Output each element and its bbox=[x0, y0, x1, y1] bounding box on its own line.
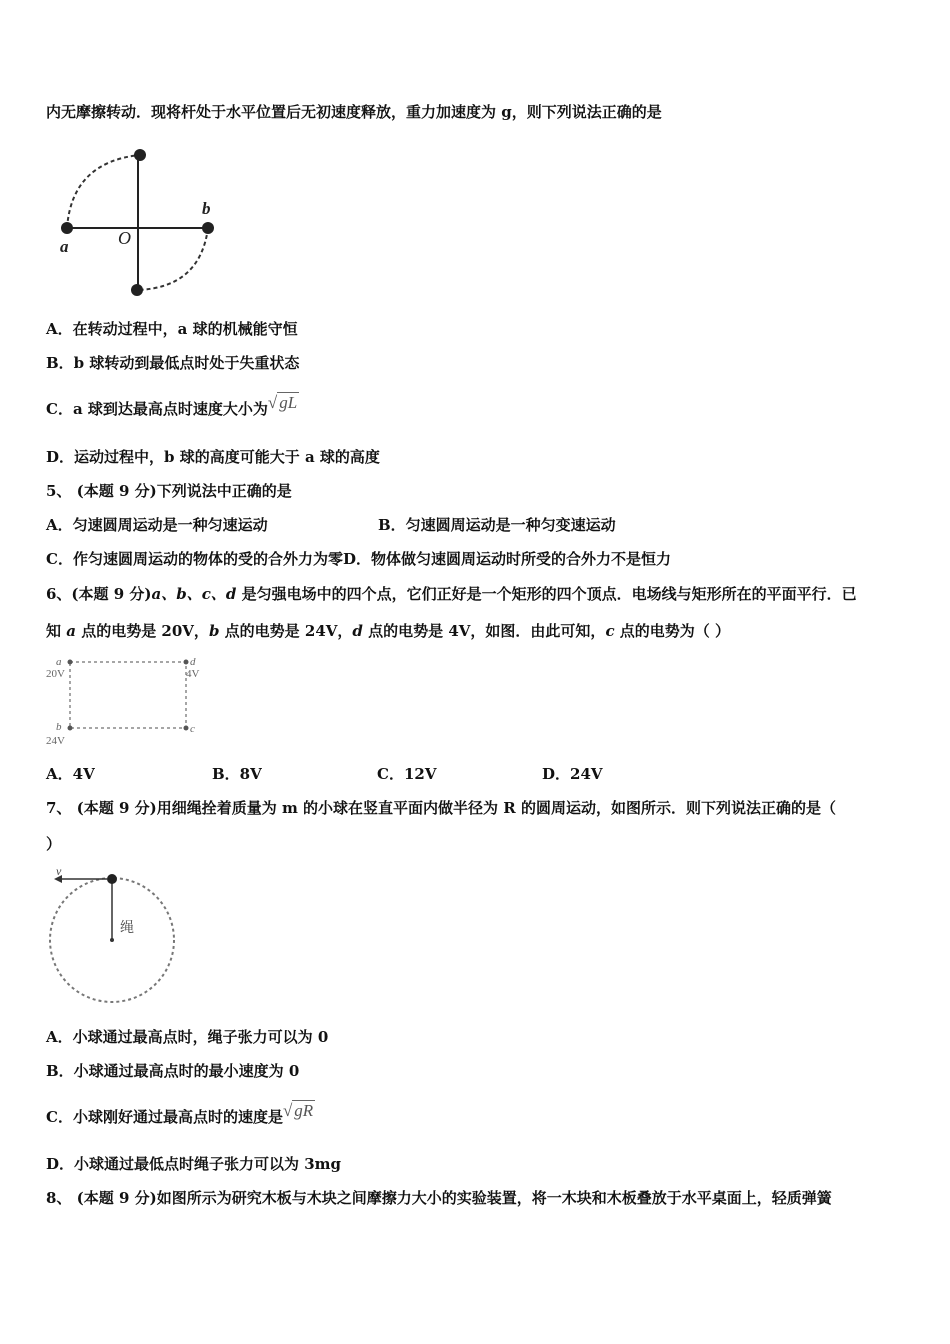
label-rope: 绳 bbox=[120, 920, 134, 936]
q4-option-d: D．运动过程中，b 球的高度可能大于 a 球的高度 bbox=[46, 448, 380, 466]
q5-option-a: A．匀速圆周运动是一种匀速运动 bbox=[46, 516, 268, 534]
ball-top bbox=[134, 149, 146, 161]
ball-bottom bbox=[131, 284, 143, 296]
q4-option-a: A．在转动过程中，a 球的机械能守恒 bbox=[46, 320, 298, 338]
q6-line1-rest: 是匀强电场中的四个点，它们正好是一个矩形的四个顶点．电场线与矩形所在的平面平行．已 bbox=[236, 585, 857, 603]
label-d-voltage: 4V bbox=[186, 668, 200, 680]
q6-option-c: C．12V bbox=[377, 765, 437, 783]
q6-option-b: B．8V bbox=[212, 765, 262, 783]
q7-option-c-text: C．小球刚好通过最高点时的速度是 bbox=[46, 1108, 283, 1126]
ball bbox=[107, 874, 117, 884]
q7-title: 7、 (本题 9 分)用细绳拴着质量为 m 的小球在竖直平面内做半径为 R 的圆周运动，如图所示．则下列说法正确的是（ bbox=[46, 799, 836, 817]
q7-option-c bbox=[46, 1101, 315, 1127]
q7-title-cont: ） bbox=[46, 835, 62, 853]
ball-a bbox=[61, 222, 73, 234]
label-a-voltage: 20V bbox=[46, 668, 65, 680]
dashed-arc-upper bbox=[67, 155, 140, 228]
question-text: 内无摩擦转动．现将杆处于水平位置后无初速度释放，重力加速度为 g，则下列说法正确的是 bbox=[46, 103, 662, 121]
circle-figure bbox=[44, 862, 184, 1008]
label-b-voltage: 24V bbox=[46, 735, 65, 747]
q4-option-c bbox=[46, 393, 299, 419]
q6-points: a、b、c、d bbox=[151, 585, 237, 603]
q5-option-b: B．匀速圆周运动是一种匀变速运动 bbox=[378, 516, 616, 534]
q5-option-c-text: C．作匀速圆周运动的物体的受的合外力为零 bbox=[46, 550, 343, 568]
label-a: a bbox=[60, 237, 69, 256]
q6-option-a: A．4V bbox=[46, 765, 95, 783]
label-c: c bbox=[190, 723, 195, 735]
point-a bbox=[68, 660, 73, 665]
q6-line-1 bbox=[46, 584, 857, 604]
q4-option-b: B．b 球转动到最低点时处于失重状态 bbox=[46, 354, 300, 372]
q7-option-b: B．小球通过最高点时的最小速度为 0 bbox=[46, 1062, 300, 1080]
ball-b bbox=[202, 222, 214, 234]
label-a: a bbox=[56, 656, 62, 668]
rectangle-figure bbox=[44, 652, 214, 752]
q4-option-c-text: C．a 球到达最高点时速度大小为 bbox=[46, 400, 268, 418]
label-d: d bbox=[190, 656, 196, 668]
label-o: O bbox=[118, 228, 131, 248]
sqrt-gr-math: √ gR bbox=[282, 1101, 314, 1120]
rod-figure bbox=[50, 140, 230, 305]
q8-title: 8、 (本题 9 分)如图所示为研究木板与木块之间摩擦力大小的实验装置，将一木块和木板叠放于水平桌面上，轻质弹簧 bbox=[46, 1189, 832, 1207]
point-d bbox=[184, 660, 189, 665]
label-b: b bbox=[202, 199, 211, 218]
q7-option-d: D．小球通过最低点时绳子张力可以为 3mg bbox=[46, 1155, 342, 1173]
q5-title: 5、 (本题 9 分)下列说法中正确的是 bbox=[46, 482, 292, 500]
label-b: b bbox=[56, 721, 62, 733]
point-b bbox=[68, 726, 73, 731]
dashed-arc-lower bbox=[137, 228, 208, 290]
center-point bbox=[110, 938, 114, 942]
point-c bbox=[184, 726, 189, 731]
label-v: v bbox=[56, 864, 62, 878]
q6-prefix: 6、(本题 9 分) bbox=[46, 585, 152, 603]
q6-line-2: 知 a 点的电势是 20V，b 点的电势是 24V，d 点的电势是 4V，如图．由此可知，c 点的电势为（ ） bbox=[46, 622, 731, 640]
dotted-rectangle bbox=[70, 662, 186, 728]
q6-option-d: D．24V bbox=[542, 765, 603, 783]
q7-option-a: A．小球通过最高点时，绳子张力可以为 0 bbox=[46, 1028, 329, 1046]
q5-option-d: D．物体做匀速圆周运动时所受的合外力不是恒力 bbox=[342, 550, 671, 568]
sqrt-gl-math: √ gL bbox=[267, 393, 298, 412]
q5-option-c bbox=[46, 549, 671, 569]
